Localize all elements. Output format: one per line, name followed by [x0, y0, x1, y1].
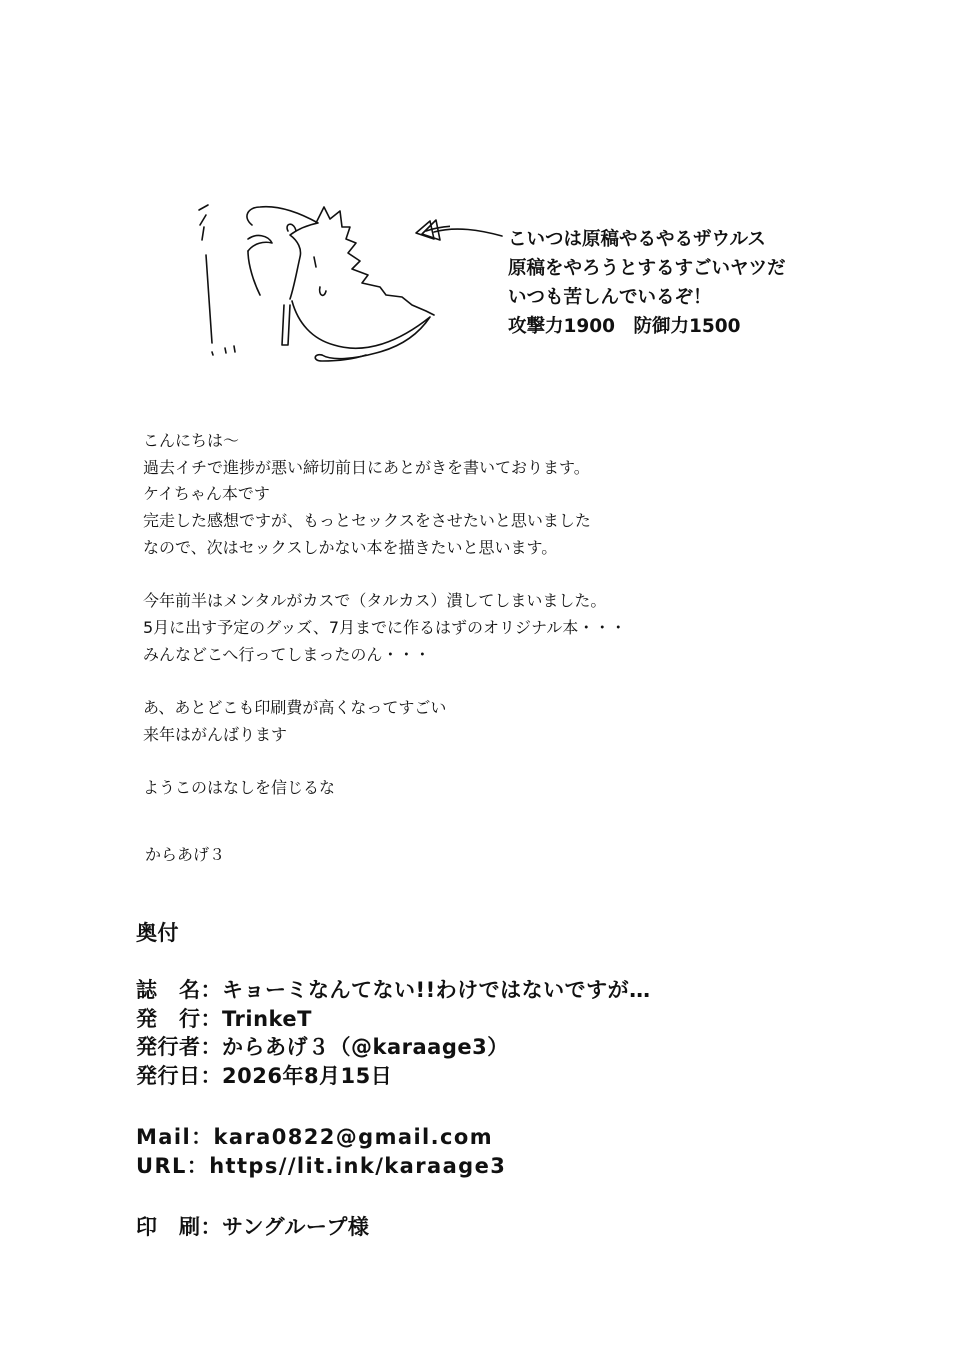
colophon-mail: Mail：kara0822@gmail.com	[136, 1125, 493, 1149]
afterword-line: 今年前半はメンタルがカスで（タルカス）潰してしまいました。	[143, 591, 607, 611]
author-signature: からあげ３	[145, 844, 226, 864]
afterword-line: みんなどこへ行ってしまったのん・・・	[143, 644, 431, 664]
dino-head	[247, 207, 318, 299]
colophon-publisher: 発 行：TrinkeT	[136, 1006, 312, 1031]
afterword-blank	[143, 561, 626, 588]
afterword-line: ようこのはなしを信じるな	[143, 777, 336, 797]
exclamation-line	[206, 255, 212, 343]
afterword-line: 完走した感想ですが、もっとセックスをさせたいと思いました	[143, 511, 591, 531]
afterword-text	[143, 428, 626, 868]
colophon	[136, 918, 651, 1242]
dino-mouth-drop	[320, 287, 326, 295]
caption-line: こいつは原稿やるやるザウルス	[508, 229, 766, 250]
colophon-url: URL：https//lit.ink/karaage3	[136, 1153, 507, 1178]
dino-mouth	[248, 236, 272, 251]
dino-caption	[508, 225, 786, 341]
dino-jaw	[248, 251, 260, 295]
colophon-heading: 奥付	[136, 921, 179, 945]
afterword-line: あ、あとどこも印刷費が高くなってすごい	[143, 697, 447, 717]
colophon-printer: 印 刷：サングループ様	[136, 1215, 370, 1239]
afterword-line: 過去イチで進捗が悪い締切前日にあとがきを書いております。	[143, 457, 590, 477]
afterword-line: こんにちは～	[143, 431, 240, 450]
afterword-blank	[143, 668, 626, 695]
dino-belly	[292, 301, 430, 359]
caption-line: 原稿をやろうとするすごいヤツだ	[508, 258, 786, 279]
exclamation-dots	[212, 346, 235, 355]
afterword-line: なので、次はセックスしかない本を描きたいと思います。	[143, 537, 558, 557]
colophon-issuer: 発行者：からあげ３（@karaage3）	[136, 1035, 509, 1059]
caption-line: いつも苦しんでいるぞ！	[508, 287, 712, 308]
afterword-line: 来年はがんばります	[143, 724, 288, 744]
afterword-line: ケイちゃん本です	[143, 484, 270, 504]
afterword-blank	[143, 748, 626, 775]
dino-arm	[282, 305, 290, 345]
afterword-line: 5月に出す予定のグッズ、7月までに作るはずのオリジナル本・・・	[143, 617, 627, 637]
colophon-title: 誌 名：キョーミなんてない!!わけではないですが…	[136, 978, 651, 1002]
dino-ear	[287, 224, 296, 231]
caption-line: 攻撃力1900 防御力1500	[508, 316, 741, 337]
colophon-date: 発行日：2026年8月15日	[136, 1063, 393, 1088]
pointer-arrow	[410, 210, 510, 250]
exclamation-mark-top	[199, 205, 208, 240]
dino-eye	[314, 257, 316, 267]
